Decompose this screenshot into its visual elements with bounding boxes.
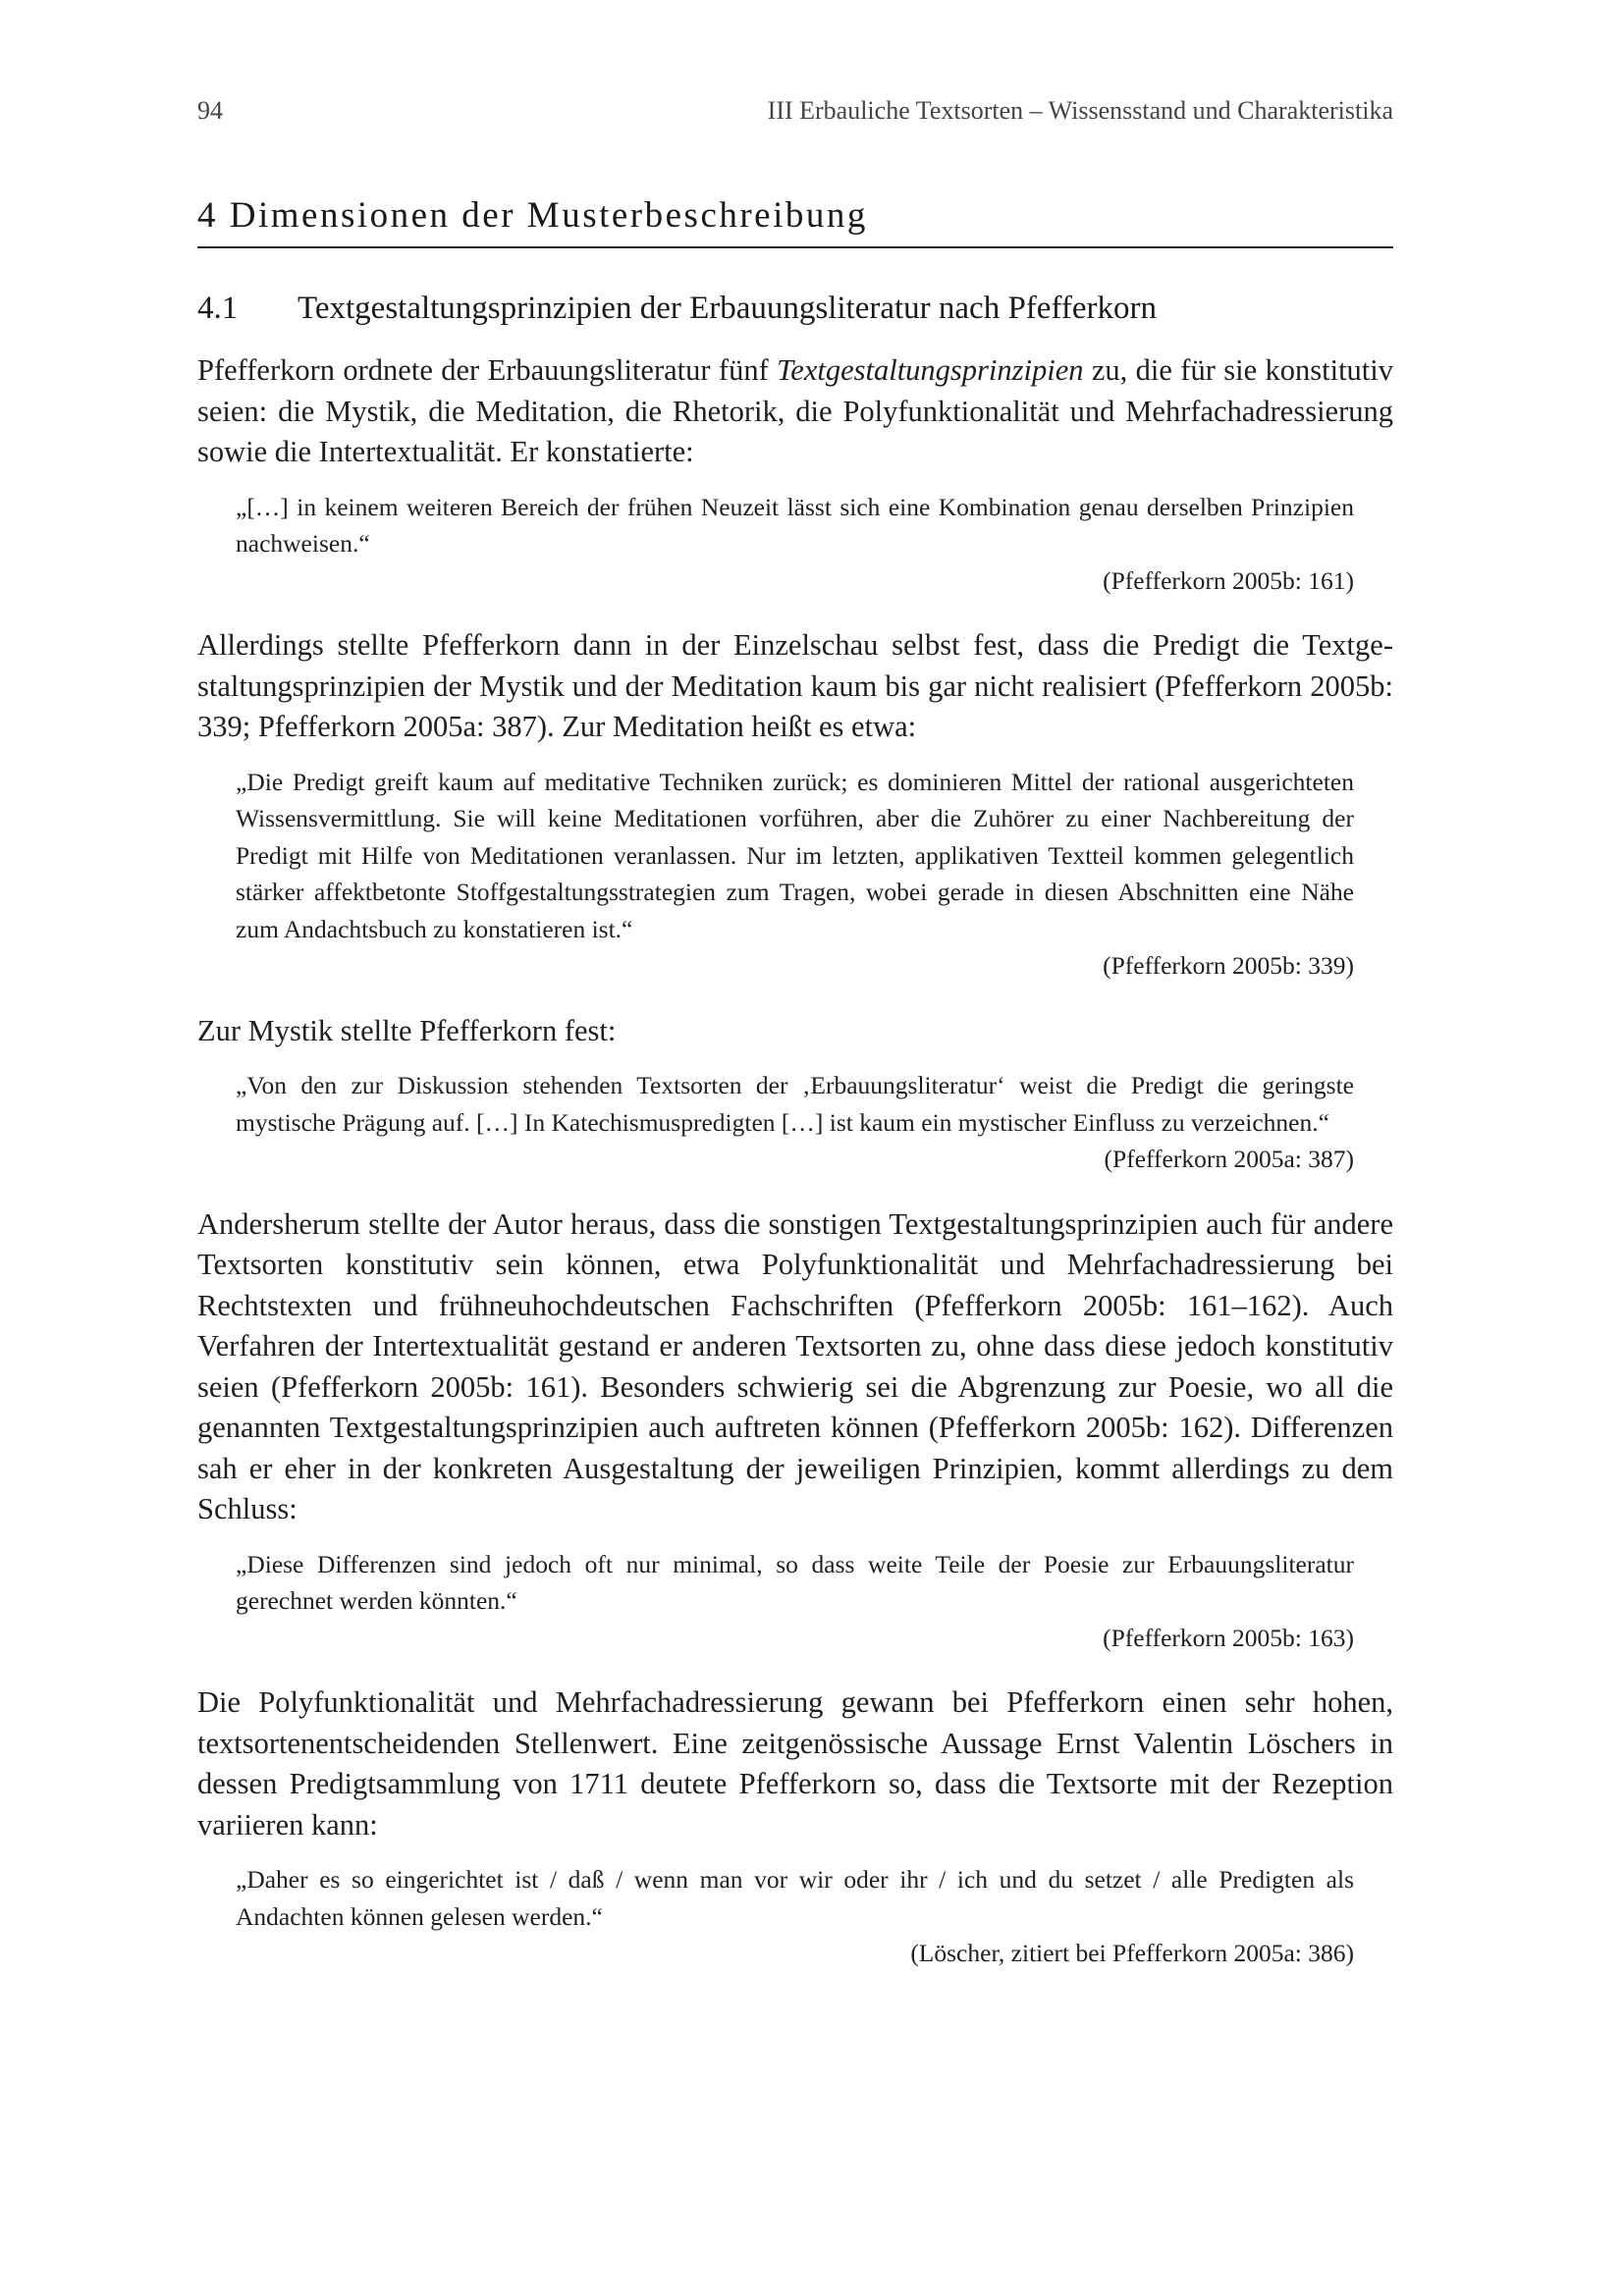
page-number: 94 <box>197 96 223 125</box>
body-text <box>197 350 1393 1972</box>
paragraph-text-start: Pfefferkorn ordnete der Erbauungsliteratur fünf <box>197 353 778 387</box>
quote-text: „[…] in keinem weiteren Bereich der frühen Neuzeit lässt sich eine Kombination genau derselben Prinzipien nachweisen.“ <box>236 492 1354 558</box>
quote-text: „Daher es so eingerichtet ist / daß / wenn man vor wir oder ihr / ich und du setzet / alle Predigten als Andachten können gelesen werden.“ <box>236 1865 1354 1931</box>
quote-citation: (Pfefferkorn 2005b: 163) <box>1103 1623 1354 1652</box>
emphasized-term: Textgestaltungsprinzipien <box>777 353 1084 387</box>
block-quote <box>236 489 1354 600</box>
chapter-heading: 4 Dimensionen der Musterbeschreibung <box>197 194 1393 248</box>
block-quote <box>236 1067 1354 1178</box>
quote-text: „Von den zur Diskussion stehenden Textsorten der ‚Erbauungsliteratur‘ weist die Predigt die geringste mystische Prägung auf. […] In Katechismuspredigten […] ist kaum ein mystischer Einfluss zu verzeichnen.“ <box>236 1071 1354 1137</box>
quote-citation: (Pfefferkorn 2005a: 387) <box>1104 1145 1354 1173</box>
section-heading <box>197 291 1393 327</box>
running-header <box>197 96 1393 126</box>
paragraph: Allerdings stellte Pfefferkorn dann in der Einzelschau selbst fest, dass die Predigt die Textgestaltungsprinzipien der Mystik und der Meditation kaum bis gar nicht realisiert (Pfefferkorn 2005b: 339; Pfefferkorn 2005a: 387). Zur Meditation heißt es etwa: <box>197 628 1393 743</box>
quote-citation: (Pfefferkorn 2005b: 339) <box>1103 951 1354 980</box>
paragraph-text-end: zu, die für sie konstitutiv seien: die Mystik, die Meditation, die Rhetorik, die Polyfunktionalität und Mehrfachadressierung sowie die Intertextualität. Er konstatierte: <box>197 353 1393 468</box>
block-quote <box>236 1861 1354 1972</box>
running-title: III Erbauliche Textsorten – Wissensstand und Charakteristika <box>767 96 1393 125</box>
paragraph: Andersherum stellte der Autor heraus, dass die sonstigen Textgestaltungsprinzipien auch für andere Textsorten konstitutiv sein können, etwa Polyfunktionalität und Mehrfachadressierung bei Rechtstexten und frühneuhochdeutschen Fachschriften (Pfefferkorn 2005b: 161–162). Auch Verfahren der Intertextualität gestand er anderen Textsorten zu, ohne dass diese jedoch konstitutiv seien (Pfefferkorn 2005b: 161). Besonders schwierig sei die Abgrenzung zur Poesie, wo all die genannten Textgestaltungsprinzipien auch auftreten können (Pfefferkorn 2005b: 162). Differenzen sah er eher in der konkreten Ausgestaltung der jeweiligen Prinzipien, kommt allerdings zu dem Schluss: <box>197 1206 1393 1525</box>
paragraph: Die Polyfunktionalität und Mehrfachadressierung gewann bei Pfefferkorn einen sehr hohen, textsortenentscheidenden Stellenwert. Eine zeitgenössische Aussage Ernst Valentin Löschers in dessen Predigtsammlung von 1711 deutete Pfefferkorn so, dass die Textsorte mit der Rezeption variieren kann: <box>197 1685 1393 1842</box>
paragraph: Zur Mystik stellte Pfefferkorn fest: <box>197 1013 617 1047</box>
quote-text: „Die Predigt greift kaum auf meditative Techniken zurück; es dominieren Mittel der rational ausgerichteten Wissensvermittlung. Sie will keine Meditationen vorführen, aber die Zuhörer zu einer Nachbereitung der Predigt mit Hilfe von Meditationen veranlassen. Nur im letzten, applikativen Textteil kommen gelegentlich stärker affektbetonte Stoffgestaltungsstrategien zum Tragen, wobei gerade in diesen Abschnitten eine Nähe zum Andachtsbuch zu konstatieren ist.“ <box>236 767 1354 943</box>
quote-text: „Diese Differenzen sind jedoch oft nur minimal, so dass weite Teile der Poesie zur Erbauungsliteratur gerechnet werden könnten.“ <box>236 1549 1354 1615</box>
section-number: 4.1 <box>197 291 239 326</box>
paragraph <box>197 350 1393 473</box>
block-quote <box>236 1546 1354 1657</box>
quote-citation: (Pfefferkorn 2005b: 161) <box>1103 565 1354 595</box>
block-quote <box>236 764 1354 985</box>
quote-citation: (Löscher, zitiert bei Pfefferkorn 2005a: 386) <box>910 1939 1354 1967</box>
section-title-text: Textgestaltungsprinzipien der Erbauungsliteratur nach Pfefferkorn <box>298 291 1157 326</box>
